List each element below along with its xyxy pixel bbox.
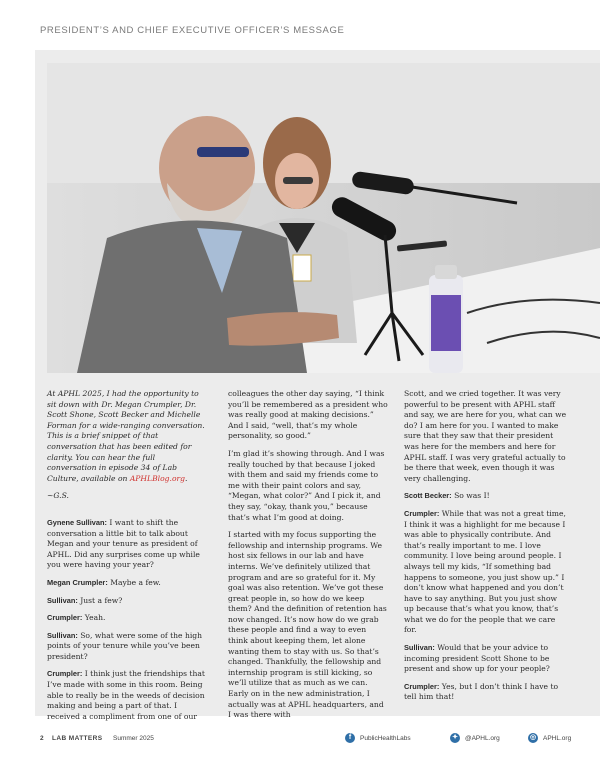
dialogue-paragraph: Sullivan: So, what were some of the high points of your tenure while you’ve been president? (47, 630, 203, 661)
magazine-title: LAB MATTERS (52, 735, 103, 742)
body-paragraph: I’m glad it’s showing through. And I was really touched by that because I joked with them and said my friends come to me with their paint colors and say, “Megan, what color?” And I pick it, and they say, “okay, thank you,” because that’s what I’m good at doing. (228, 448, 385, 522)
dialogue-paragraph: Sullivan: Just a few? (47, 595, 123, 605)
website-link[interactable]: ◎ APHL.org (529, 734, 572, 742)
article-column-3 (404, 389, 569, 710)
facebook-link[interactable]: f PublicHealthLabs (345, 733, 411, 743)
section-header: PRESIDENT’S AND CHIEF EXECUTIVE OFFICER’S MESSAGE (40, 25, 345, 36)
article-column-1 (47, 389, 205, 729)
issue-season: Summer 2025 (113, 735, 154, 742)
page-footer (40, 735, 580, 749)
page-number: 2 (40, 735, 44, 742)
dialogue-paragraph: Crumpler: I think just the friendships that I’ve made with some in this room. Being able to really be in the weeds of decision making and being a part of that. I received a compliment from one of our (47, 669, 205, 721)
dialogue-paragraph: Crumpler: While that was not a great time, I think it was a highlight for me because I was able to physically contribute. And that’s really important to me. I love community. I love being around people. I always tell my kids, “If something bad happens to someone, you just show up.” I don’t know what happened and you don’t have to say anything. But you just show up because that’s what you know, that’s what we do for the people that we care for. (404, 508, 566, 635)
bird-icon: ✦ (450, 733, 460, 743)
feature-photo (47, 63, 600, 373)
body-paragraph: colleagues the other day saying, “I think you’ll be remembered as a president who was really good at making decisions.” And I said, “well, that’s my whole personality, so good.” (228, 389, 388, 441)
dialogue-paragraph: Megan Crumpler: Maybe a few. (47, 577, 161, 587)
dialogue-paragraph: Crumpler: Yeah. (47, 613, 106, 623)
intro-signature: ~G.S. (47, 491, 69, 501)
body-paragraph: I started with my focus supporting the fellowship and internship programs. We host six fellows in our lab and have interns. We’ve definitely utilized that program and are so grateful for it. My goal was also retention. We’ve got these great people in, so how do we keep them? And the definition of retention has now changed. It’s now how do we grab these people and find a way to even think about keeping them, let alone wanting them to stay with us. So that’s changed. Thankfully, the fellowship and internship program is still kicking, so we’ll utilize that as much as we can. Early on in the new administration, I actually was at APHL headquarters, and I was there with (228, 530, 387, 720)
globe-icon: ◎ (529, 734, 537, 741)
dialogue-paragraph: Scott Becker: So was I! (404, 491, 490, 501)
facebook-icon: f (345, 733, 355, 743)
article-column-2 (228, 389, 388, 728)
dialogue-paragraph: Sullivan: Would that be your advice to incoming president Scott Shone to be present and show up for your people? (404, 643, 550, 674)
photo-illustration (47, 63, 600, 373)
dialogue-paragraph: Gynene Sullivan: I want to shift the conversation a little bit to talk about Megan and your tenure as president of APHL. Did any surprises come up while you were having your year? (47, 517, 200, 570)
dialogue-paragraph: Scott, and we cried together. It was very powerful to be present with APHL staff and say, we are here for you, what can we do? I am here for you. I wanted to make sure that they saw that their president was here for the members and here for APHL staff. I was very grateful actually to be there that week, even though it was very challenging. (404, 389, 567, 483)
twitter-link[interactable]: ✦ @APHL.org (450, 733, 500, 743)
intro-paragraph: At APHL 2025, I had the opportunity to sit down with Dr. Megan Crumpler, Dr. Scott Shone, Scott Becker and Michelle Forman for a wide-ranging conversation. This is a brief snippet of that conversation that has been edited for clarity. You can hear the full conversation in episode 34 of Lab Culture, available on APHLBlog.org. (47, 389, 205, 483)
dialogue-paragraph: Crumpler: Yes, but I don’t think I have to tell him that! (404, 681, 559, 702)
blog-link[interactable]: APHLBlog.org (129, 473, 186, 483)
